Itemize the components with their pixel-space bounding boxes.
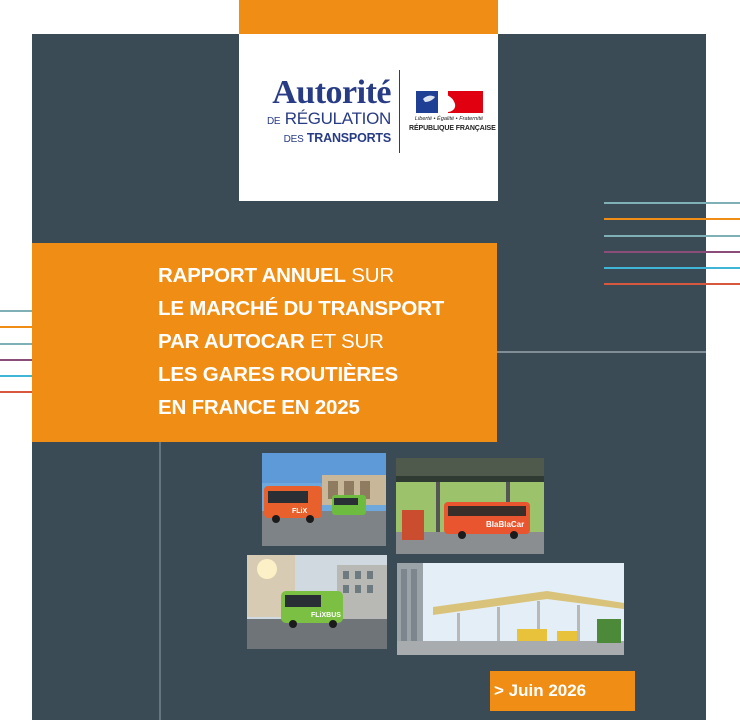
logo-transports <box>251 131 391 147</box>
title-line-1-normal: SUR <box>351 264 394 287</box>
photo-flixbus-station <box>262 453 386 546</box>
p3-bus-text: FLiXBUS <box>311 612 341 619</box>
republic-name: RÉPUBLIQUE FRANÇAISE <box>409 125 496 132</box>
title-line-5 <box>158 391 493 424</box>
logo-regulation-word: RÉGULATION <box>284 109 391 128</box>
title-line-3 <box>158 325 493 358</box>
p1-bus-text: FLiX <box>292 508 308 515</box>
logo-autorite: Autorité <box>272 74 391 111</box>
logo-regulation <box>251 110 391 131</box>
logo-de: DE <box>267 116 281 127</box>
title-line-5-bold: EN FRANCE EN 2025 <box>158 396 360 419</box>
logo-des: DES <box>283 134 304 145</box>
photo-blablacar-station <box>396 458 544 554</box>
title-line-4 <box>158 358 493 391</box>
marianne-logo <box>416 91 483 113</box>
photo-bus-station-canopy <box>397 563 624 655</box>
publication-date: > Juin 2026 <box>494 681 587 700</box>
title-line-1 <box>158 259 493 292</box>
title-line-2 <box>158 292 493 325</box>
logo-transports-word: TRANSPORTS <box>306 131 391 145</box>
logo-divider <box>399 70 400 153</box>
photo-flixbus-city <box>247 555 387 649</box>
title-line-3-normal: ET SUR <box>310 330 384 353</box>
top-accent-bar <box>239 0 498 34</box>
republic-motto: Liberté • Égalité • Fraternité <box>414 116 484 122</box>
report-title <box>158 259 493 424</box>
title-line-4-bold: LES GARES ROUTIÈRES <box>158 363 398 386</box>
title-line-2-bold: LE MARCHÉ DU TRANSPORT <box>158 297 445 320</box>
date-badge <box>490 671 635 711</box>
logo-box <box>239 34 498 201</box>
title-line-3-bold: PAR AUTOCAR <box>158 330 305 353</box>
p2-bus-text: BlaBlaCar <box>486 520 525 529</box>
title-line-1-bold: RAPPORT ANNUEL <box>158 264 346 287</box>
title-box <box>32 243 497 442</box>
arafer-logo <box>251 76 391 147</box>
